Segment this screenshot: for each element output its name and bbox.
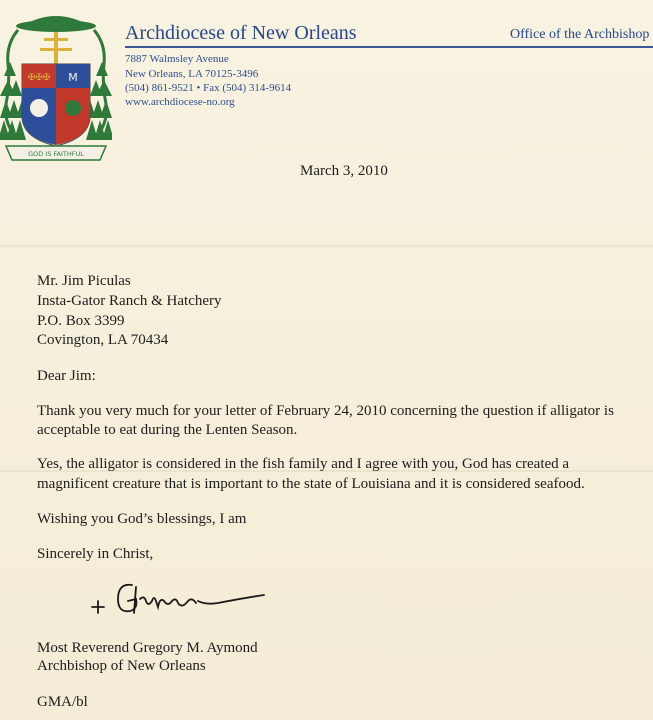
letter-date: March 3, 2010 bbox=[300, 163, 388, 179]
svg-text:✠✠✠: ✠✠✠ bbox=[27, 73, 51, 83]
paper-crease bbox=[0, 245, 653, 247]
recipient-city: Covington, LA 70434 bbox=[37, 332, 169, 348]
archdiocese-coat-of-arms bbox=[0, 4, 112, 166]
address-city: New Orleans, LA 70125-3496 bbox=[125, 68, 259, 80]
salutation: Dear Jim: bbox=[37, 368, 96, 384]
motto-text: GOD IS FAITHFUL bbox=[28, 150, 84, 158]
paragraph-1-line-2: acceptable to eat during the Lenten Season. bbox=[37, 422, 298, 438]
recipient-company: Insta-Gator Ranch & Hatchery bbox=[37, 293, 222, 309]
signer-title: Archbishop of New Orleans bbox=[37, 658, 206, 674]
organization-name: Archdiocese of New Orleans bbox=[125, 22, 357, 44]
handwritten-signature bbox=[88, 575, 268, 625]
signer-name: Most Reverend Gregory M. Aymond bbox=[37, 640, 258, 656]
office-name: Office of the Archbishop bbox=[510, 27, 650, 42]
recipient-name: Mr. Jim Piculas bbox=[37, 273, 131, 289]
website: www.archdiocese-no.org bbox=[125, 96, 235, 108]
paragraph-2-line-2: magnificent creature that is important to the state of Louisiana and it is considered seafood. bbox=[37, 476, 585, 492]
closing: Sincerely in Christ, bbox=[37, 546, 154, 562]
address-street: 7887 Walmsley Avenue bbox=[125, 53, 229, 65]
typist-initials: GMA/bl bbox=[37, 694, 88, 710]
paragraph-2-line-1: Yes, the alligator is considered in the fish family and I agree with you, God has created a bbox=[37, 456, 570, 472]
phone-fax: (504) 861-9521 • Fax (504) 314-9614 bbox=[125, 82, 292, 94]
letterhead-rule bbox=[125, 46, 653, 48]
paragraph-1-line-1: Thank you very much for your letter of February 24, 2010 concerning the question if alligator is bbox=[37, 403, 614, 419]
svg-text:M: M bbox=[68, 71, 78, 84]
recipient-po-box: P.O. Box 3399 bbox=[37, 313, 125, 329]
paragraph-3: Wishing you God’s blessings, I am bbox=[37, 511, 247, 527]
